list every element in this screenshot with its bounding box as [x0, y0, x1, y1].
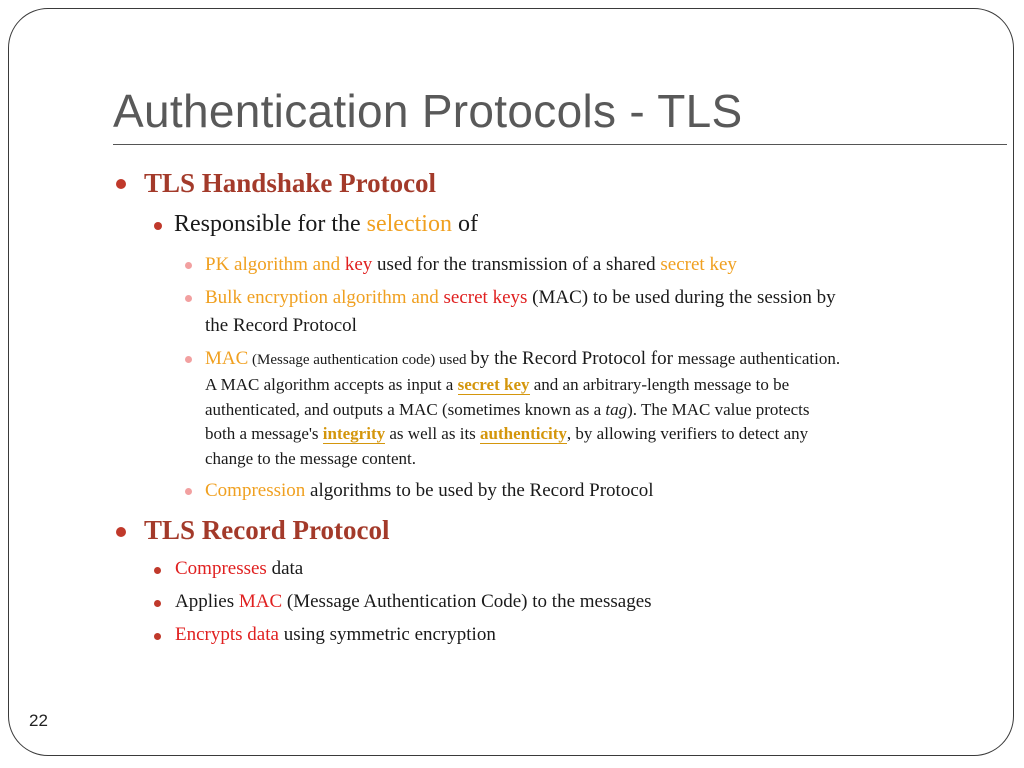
bulk-highlight: Bulk encryption algorithm and: [205, 287, 444, 308]
compression-text: algorithms to be used by the Record Protocol: [305, 480, 654, 501]
bulk-text: (MAC) to be used during the session by: [527, 287, 836, 308]
applies-prefix: Applies: [175, 591, 239, 612]
mac-expansion: (Message authentication code) used: [248, 352, 471, 368]
title-divider: [113, 144, 1007, 145]
mac-l4b: as well as its: [385, 424, 481, 443]
responsible-suffix: of: [451, 211, 478, 237]
mac-highlight: MAC: [205, 348, 249, 369]
mac-red-highlight: MAC: [238, 591, 283, 612]
secret-key-highlight: secret key: [660, 254, 737, 275]
mac-l4a: both a message's: [205, 424, 323, 443]
bullet-icon: [154, 222, 162, 230]
bullet-icon: [116, 179, 126, 189]
slide-title: Authentication Protocols - TLS: [113, 85, 743, 137]
secret-key-link[interactable]: secret key: [457, 375, 530, 394]
bullet-icon: [185, 488, 192, 495]
bulk-line-2: the Record Protocol: [205, 315, 357, 336]
responsible-prefix: Responsible for the: [174, 211, 367, 237]
mac-l4c: , by allowing verifiers to detect any: [566, 424, 809, 443]
secret-keys-highlight: secret keys: [443, 287, 528, 308]
mac-line-5: change to the message content.: [205, 449, 417, 468]
bullet-icon: [185, 295, 192, 302]
mac-text: by the Record Protocol for: [470, 348, 678, 369]
bulk-line-1: [205, 287, 836, 309]
page-number: 22: [29, 711, 48, 730]
mac-l3a: authenticated, and outputs a MAC (sometimes known as a: [205, 400, 606, 419]
mac-l3b: ). The MAC value protects: [627, 400, 810, 419]
key-highlight: key: [344, 254, 373, 275]
compresses-highlight: Compresses: [175, 558, 267, 579]
pk-line: [205, 254, 737, 276]
mac-l2b: and an arbitrary-length message to be: [529, 375, 790, 394]
mac-line-2: [205, 375, 789, 395]
compresses-text: data: [266, 558, 304, 579]
mac-l2a: A MAC algorithm accepts as input a: [205, 375, 458, 394]
selection-highlight: selection: [366, 211, 452, 237]
record-item-mac: [175, 591, 652, 613]
mac-line-3: [205, 400, 810, 420]
authenticity-link[interactable]: authenticity: [480, 424, 567, 443]
record-heading: TLS Record Protocol: [144, 515, 390, 545]
mac-text-b: message authentication.: [677, 349, 841, 368]
pk-highlight: PK algorithm and: [205, 254, 345, 275]
encrypts-text: using symmetric encryption: [278, 624, 496, 645]
mac-line-4: [205, 424, 808, 444]
handshake-heading: TLS Handshake Protocol: [144, 168, 437, 198]
bullet-icon: [116, 527, 126, 537]
integrity-link[interactable]: integrity: [322, 424, 386, 443]
bullet-icon: [185, 356, 192, 363]
encrypts-highlight: Encrypts data: [175, 624, 279, 645]
bullet-icon: [154, 600, 161, 607]
bullet-icon: [154, 633, 161, 640]
compression-highlight: Compression: [205, 480, 306, 501]
tag-text: tag: [605, 400, 628, 419]
bullet-icon: [185, 262, 192, 269]
applies-text: (Message Authentication Code) to the messages: [282, 591, 652, 612]
pk-text: used for the transmission of a shared: [372, 254, 661, 275]
bullet-icon: [154, 567, 161, 574]
record-item-compresses: [175, 558, 303, 580]
mac-line-1: [205, 348, 840, 370]
responsible-line: [174, 211, 478, 238]
compression-line: [205, 480, 654, 502]
record-item-encrypts: [175, 624, 496, 646]
